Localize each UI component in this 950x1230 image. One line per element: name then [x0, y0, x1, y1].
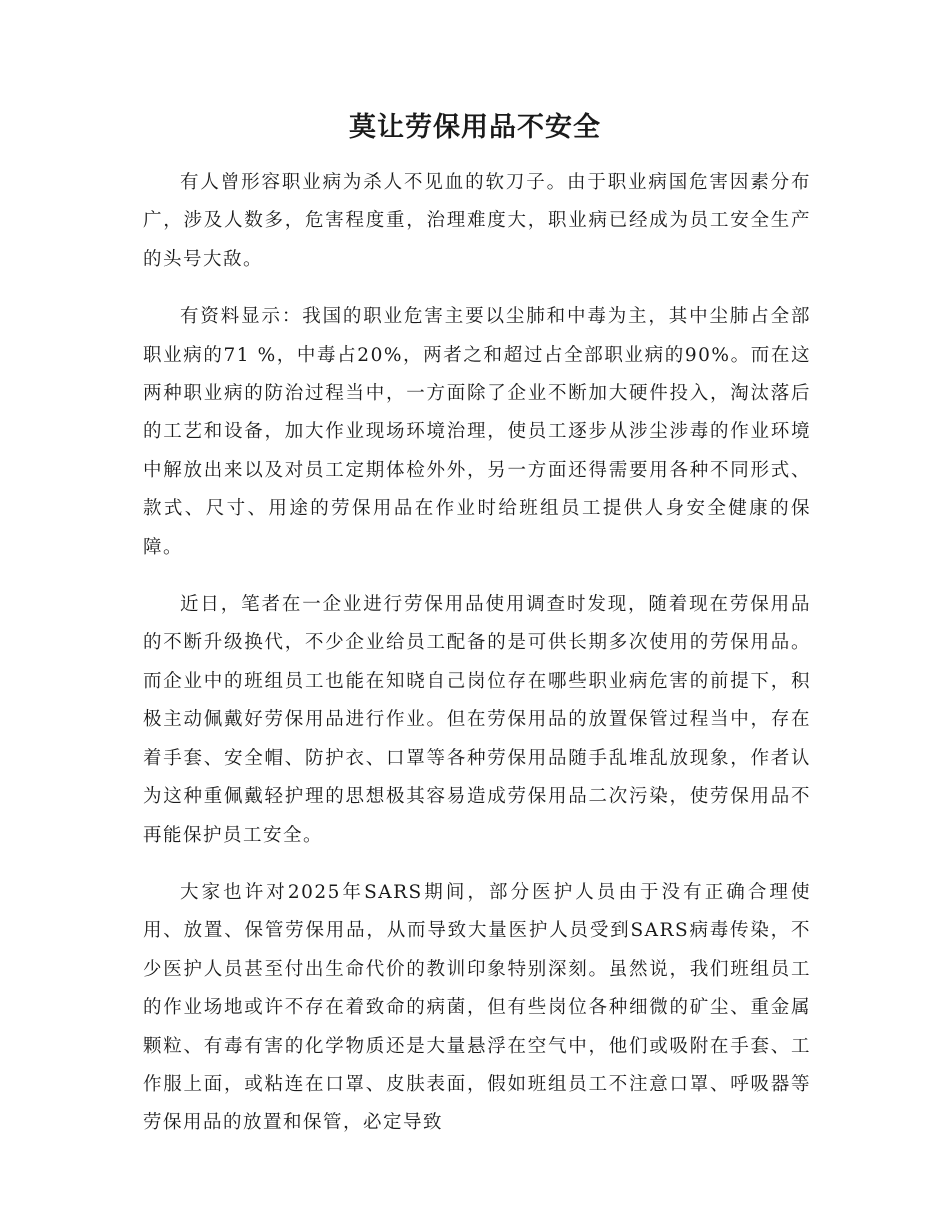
document-body: [143, 164, 811, 1162]
document-title: 莫让劳保用品不安全: [349, 112, 601, 143]
paragraph-4: 大家也许对2025年SARS期间，部分医护人员由于没有正确合理使用、放置、保管劳保用品，从而导致大量医护人员受到SARS病毒传染，不少医护人员甚至付出生命代价的教训印象特别深刻。虽然说，我们班组员工的作业场地或许不存在着致命的病菌，但有些岗位各种细微的矿尘、重金属颗粒、有毒有害的化学物质还是大量悬浮在空气中，他们或吸附在手套、工作服上面，或粘连在口罩、皮肤表面，假如班组员工不注意口罩、呼吸器等劳保用品的放置和保管，必定导致: [143, 881, 811, 1134]
paragraph-3: 近日，笔者在一企业进行劳保用品使用调查时发现，随着现在劳保用品的不断升级换代，不少企业给员工配备的是可供长期多次使用的劳保用品。而企业中的班组员工也能在知晓自己岗位存在哪些职业病危害的前提下，积极主动佩戴好劳保用品进行作业。但在劳保用品的放置保管过程当中，存在着手套、安全帽、防护衣、口罩等各种劳保用品随手乱堆乱放现象，作者认为这种重佩戴轻护理的思想极其容易造成劳保用品二次污染，使劳保用品不再能保护员工安全。: [143, 594, 811, 846]
paragraph-2: 有资料显示：我国的职业危害主要以尘肺和中毒为主，其中尘肺占全部职业病的71 %，中毒占20%，两者之和超过占全部职业病的90%。而在这两种职业病的防治过程当中，一方面除了企业不断加大硬件投入，淘汰落后的工艺和设备，加大作业现场环境治理，使员工逐步从涉尘涉毒的作业环境中解放出来以及对员工定期体检外外，另一方面还得需要用各种不同形式、款式、尺寸、用途的劳保用品在作业时给班组员工提供人身安全健康的保障。: [143, 306, 811, 558]
paragraph-1: 有人曾形容职业病为杀人不见血的软刀子。由于职业病国危害因素分布广，涉及人数多，危害程度重，治理难度大，职业病已经成为员工安全生产的头号大敌。: [143, 172, 811, 270]
